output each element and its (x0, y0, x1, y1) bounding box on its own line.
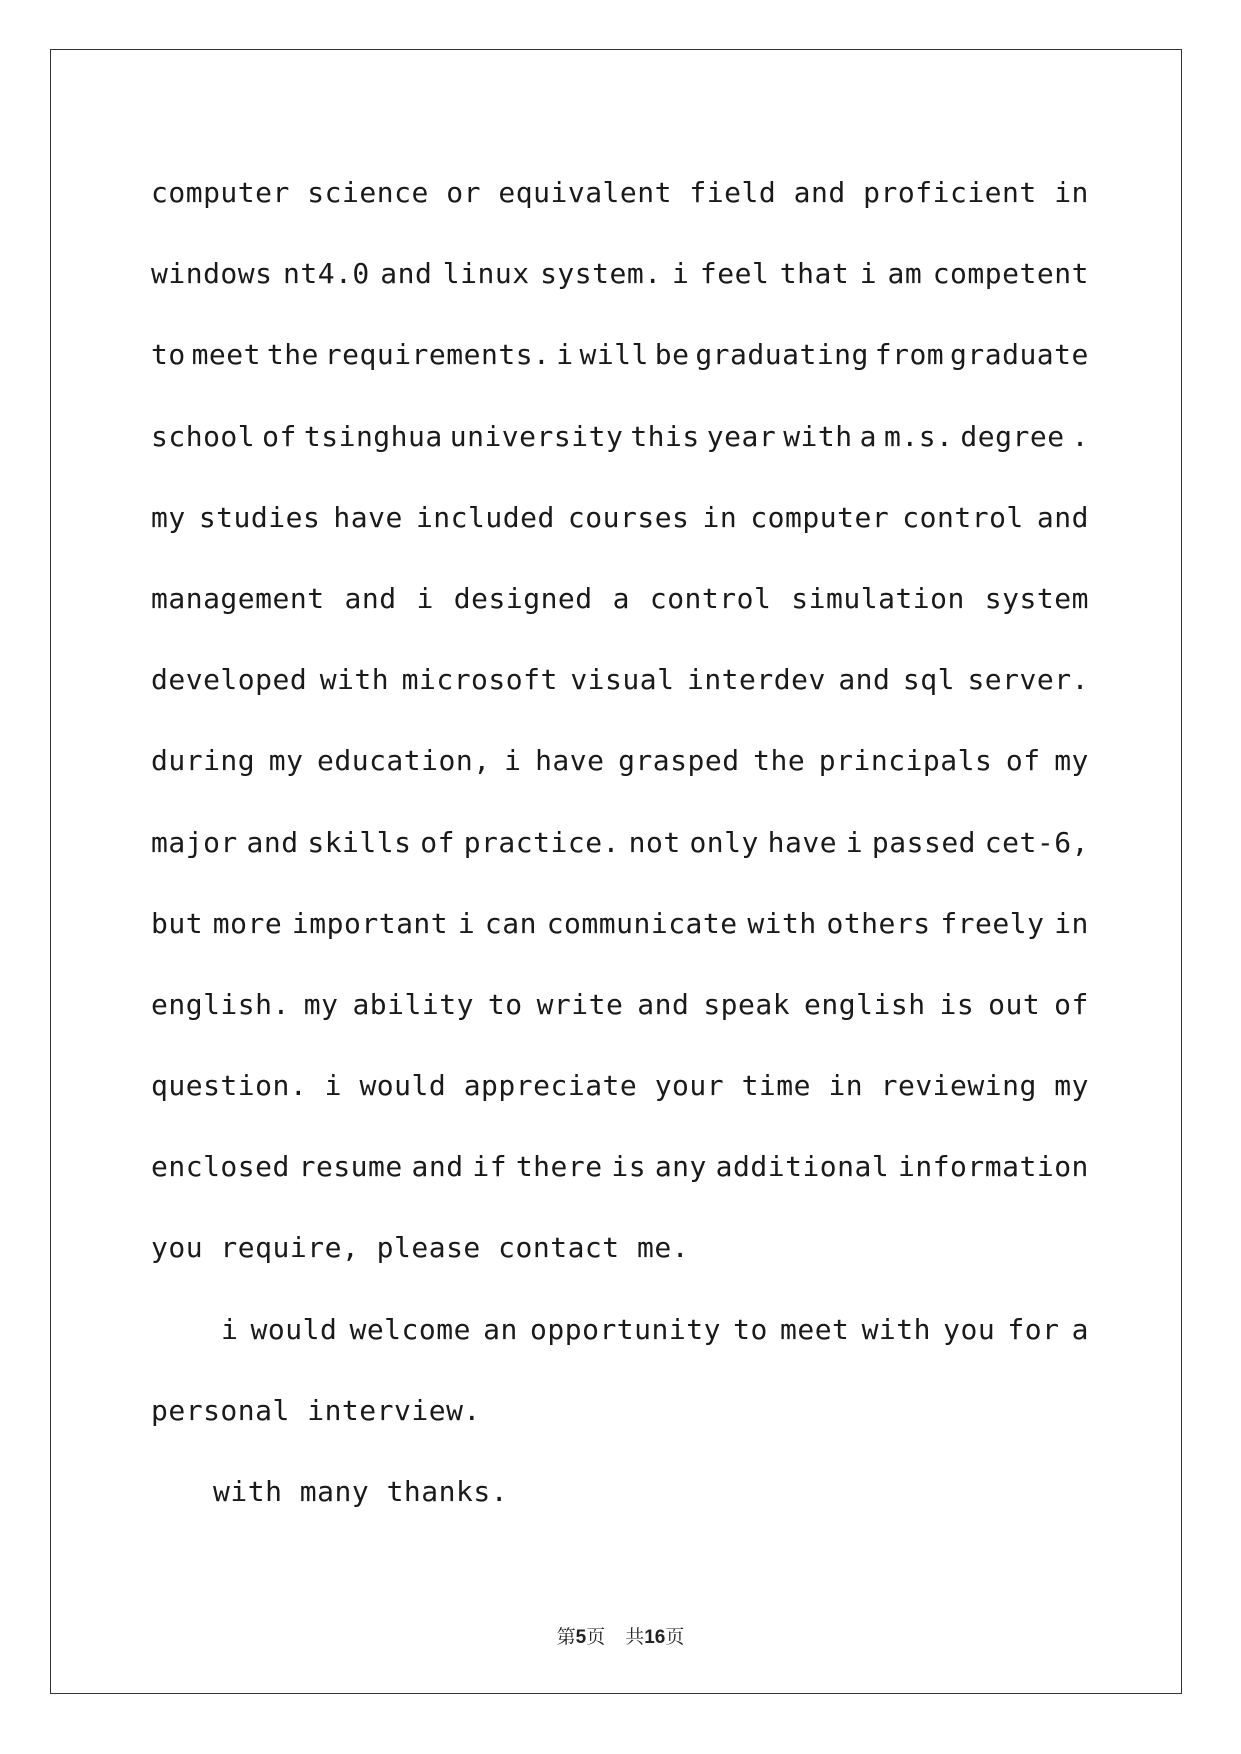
text-line (151, 407, 1089, 488)
word: your (654, 1069, 725, 1103)
word: meet (779, 1312, 850, 1346)
word: i (324, 1069, 343, 1103)
word: more (212, 906, 283, 940)
word: of (1054, 987, 1089, 1021)
word: computer (750, 500, 890, 534)
word: designed (453, 581, 593, 615)
word: and (838, 663, 891, 697)
word: of (262, 419, 297, 453)
word: an (483, 1312, 518, 1346)
word: proficient (863, 176, 1037, 209)
word: simulation (791, 581, 965, 615)
word: university (449, 419, 624, 453)
word: and (380, 257, 433, 291)
word: grasped (618, 744, 740, 778)
word: opportunity (530, 1312, 721, 1346)
word: that (779, 257, 850, 291)
word: microsoft (401, 663, 558, 697)
word: and (246, 825, 299, 859)
word: have (535, 744, 605, 778)
word: am (887, 257, 923, 291)
word: system. (540, 257, 662, 291)
word: server. (967, 663, 1089, 697)
word: speak (703, 987, 791, 1021)
word: tsinghua (303, 419, 443, 453)
word: to (151, 338, 186, 372)
word: this (630, 419, 700, 453)
word: my (151, 500, 186, 534)
word: meet (191, 338, 261, 372)
word: from (874, 338, 945, 372)
word: with (861, 1312, 932, 1346)
word: only (689, 825, 759, 859)
word: of (1005, 744, 1041, 778)
text-line (151, 488, 1089, 569)
word: time (741, 1069, 812, 1103)
word: passed (871, 825, 977, 859)
word: but (151, 906, 204, 940)
word: and (411, 1150, 464, 1184)
word: with (319, 663, 390, 697)
word: cet-6, (984, 825, 1089, 859)
word: appreciate (463, 1069, 638, 1103)
word: i (859, 257, 878, 291)
page-footer (0, 1622, 1241, 1649)
word: included (415, 500, 555, 534)
total-pages: 16 (644, 1627, 666, 1648)
word: management (151, 581, 325, 615)
page-prefix: 第 (556, 1626, 576, 1648)
word: a (612, 581, 630, 615)
word: my (268, 744, 304, 778)
text-line: with many thanks. (213, 1475, 509, 1508)
word: additional (715, 1150, 890, 1184)
word: i (556, 338, 574, 372)
text-line (151, 975, 1089, 1056)
text-line (151, 813, 1089, 894)
word: developed (151, 663, 308, 697)
word: and (344, 581, 397, 615)
word: out (988, 987, 1041, 1021)
word: or (446, 176, 481, 209)
word: i (416, 581, 434, 615)
word: windows (151, 257, 273, 291)
word: during (151, 744, 256, 778)
word: would (359, 1069, 447, 1103)
word: education, (317, 744, 491, 778)
word: interdev (686, 663, 826, 697)
word: any (654, 1150, 707, 1184)
word: principals (818, 744, 993, 778)
word: is (939, 987, 975, 1021)
page-suffix: 页 (586, 1626, 606, 1648)
text-line (151, 325, 1089, 406)
text-line (151, 244, 1089, 325)
word: m.s. (883, 419, 954, 453)
word: feel (699, 257, 770, 291)
word: write (536, 987, 624, 1021)
word: important (291, 906, 449, 940)
word: graduate (950, 338, 1089, 372)
word: nt4.0 (282, 257, 370, 291)
word: have (333, 500, 403, 534)
word: visual (570, 663, 675, 697)
word: reviewing (880, 1069, 1037, 1103)
word: question. (151, 1069, 308, 1103)
word: of (420, 825, 455, 859)
word: in (828, 1069, 864, 1103)
text-line (151, 1300, 1089, 1381)
word: equivalent (498, 176, 672, 209)
word: is (611, 1150, 647, 1184)
word: not (628, 825, 681, 859)
word: my (1054, 1069, 1089, 1103)
text-line (151, 1137, 1089, 1218)
word: communicate (546, 906, 738, 940)
word: courses (567, 500, 690, 534)
word: control (649, 581, 772, 615)
text-line (151, 894, 1089, 975)
word: a (859, 419, 877, 453)
word: i (457, 906, 476, 940)
word: to (733, 1312, 768, 1346)
word: in (702, 500, 738, 534)
word: and (793, 176, 846, 209)
word: others (826, 906, 931, 940)
text-line: you require, please contact me. (151, 1231, 690, 1265)
word: in (1054, 906, 1089, 940)
word: enclosed (151, 1150, 290, 1184)
text-line (151, 731, 1089, 812)
word: would (250, 1312, 338, 1346)
word: be (654, 338, 690, 372)
text-line (151, 650, 1089, 731)
word: a (1071, 1312, 1089, 1346)
word: system (984, 581, 1089, 615)
word: year (706, 419, 777, 453)
word: for (1007, 1312, 1060, 1346)
word: the (266, 338, 319, 372)
text-line (151, 569, 1089, 650)
word: graduating (695, 338, 869, 372)
letter-body (151, 163, 1089, 1543)
word: science (307, 176, 429, 209)
word: sql (902, 663, 955, 697)
word: my (303, 987, 339, 1021)
word: you (943, 1312, 996, 1346)
word: degree (960, 419, 1065, 453)
word: and (1036, 500, 1089, 534)
word: studies (198, 500, 321, 534)
word: to (487, 987, 523, 1021)
word: practice. (463, 825, 620, 859)
word: freely (940, 906, 1045, 940)
word: school (151, 419, 256, 453)
word: field (689, 176, 777, 209)
word: . (1071, 419, 1089, 453)
word: linux (442, 257, 530, 291)
word: english (804, 987, 926, 1021)
word: control (902, 500, 1024, 534)
word: welcome (349, 1312, 471, 1346)
word: i (845, 825, 864, 859)
word: can (484, 906, 537, 940)
word: competent (932, 257, 1089, 291)
word: in (1054, 176, 1089, 209)
word: and (637, 987, 690, 1021)
total-prefix: 共 (625, 1626, 645, 1648)
word: resume (298, 1150, 403, 1184)
word: if (472, 1150, 508, 1184)
word: information (897, 1150, 1089, 1184)
word: my (1054, 744, 1089, 778)
word: the (753, 744, 806, 778)
text-line (151, 1056, 1089, 1137)
word: will (579, 338, 649, 372)
word: major (151, 825, 238, 859)
word: computer (151, 176, 290, 209)
word: i (672, 257, 690, 291)
text-line (151, 163, 1089, 244)
text-line: personal interview. (151, 1393, 481, 1427)
word: with (747, 906, 817, 940)
total-suffix: 页 (665, 1626, 685, 1648)
word: have (767, 825, 838, 859)
word: ability (352, 987, 474, 1021)
word: english. (151, 987, 290, 1021)
word: i (221, 1312, 239, 1346)
word: with (783, 419, 853, 453)
word: skills (307, 825, 412, 859)
word: there (515, 1150, 603, 1184)
word: i (504, 744, 522, 778)
word: requirements. (324, 338, 551, 372)
page-number: 5 (575, 1627, 587, 1648)
